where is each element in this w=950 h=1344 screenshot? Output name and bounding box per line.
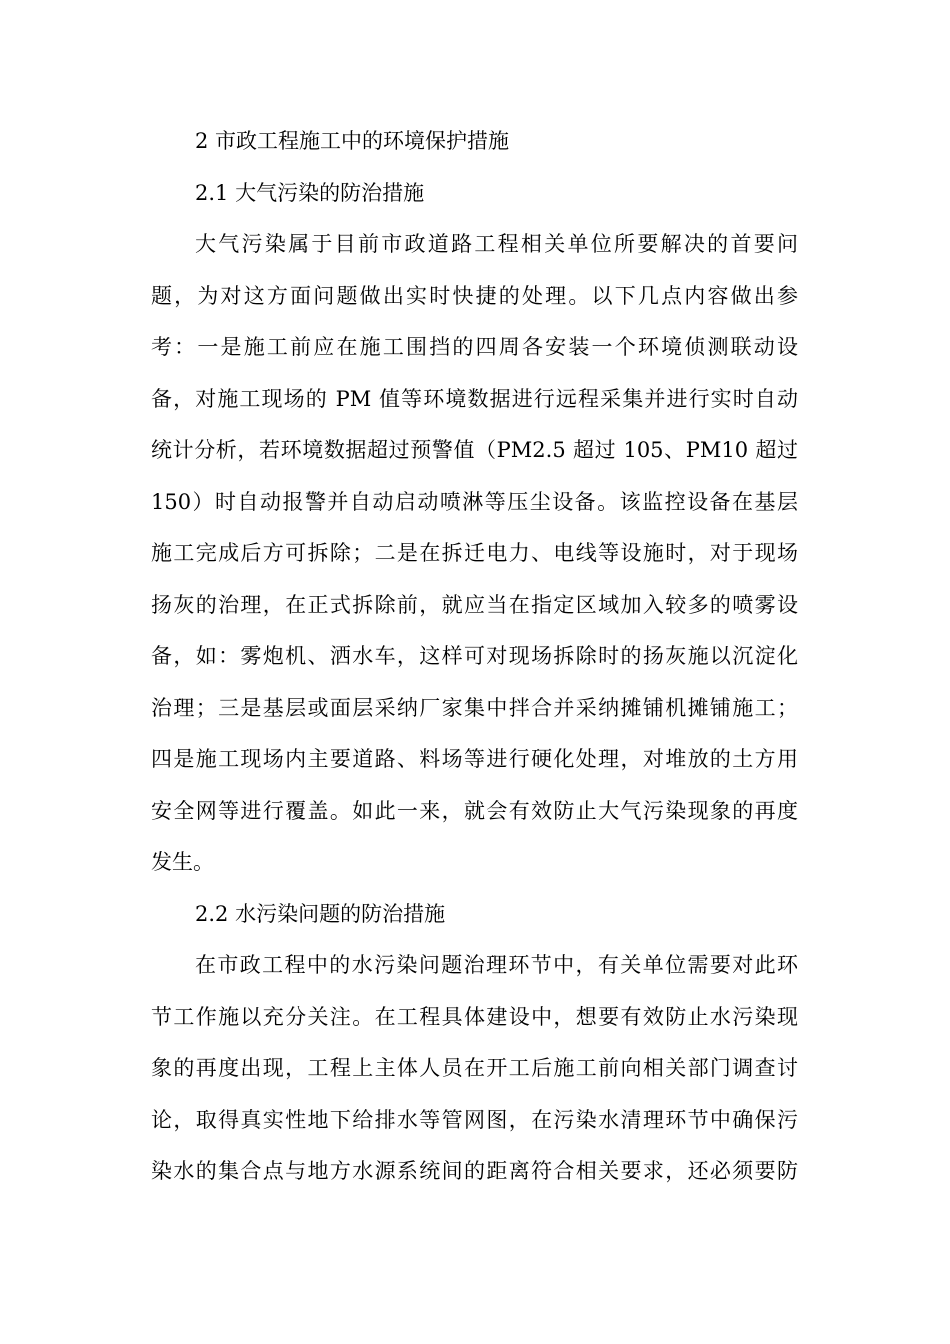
paragraph-air-pollution [151, 219, 798, 889]
section-heading-2: 2 市政工程施工中的环境保护措施 [195, 129, 510, 153]
paragraph-line: 治理；三是基层或面层采纳厂家集中拌合并采纳摊铺机摊铺施工； [151, 695, 798, 720]
subsection-heading-2-2: 2.2 水污染问题的防治措施 [195, 901, 446, 926]
paragraph-line: 150）时自动报警并自动启动喷淋等压尘设备。该监控设备在基层 [151, 489, 798, 514]
paragraph-line: 节工作施以充分关注。在工程具体建设中，想要有效防止水污染现 [151, 1004, 798, 1029]
paragraph-water-pollution [151, 940, 798, 1198]
paragraph-line: 题，为对这方面问题做出实时快捷的处理。以下几点内容做出参 [151, 283, 798, 308]
paragraph-line: 四是施工现场内主要道路、料场等进行硬化处理，对堆放的土方用 [151, 747, 798, 771]
paragraph-line: 备，对施工现场的 PM 值等环境数据进行远程采集并进行实时自动 [151, 386, 798, 411]
paragraph-line: 染水的集合点与地方水源系统间的距离符合相关要求，还必须要防 [151, 1159, 798, 1183]
subsection-heading-2-1: 2.1 大气污染的防治措施 [195, 180, 425, 205]
paragraph-line: 论，取得真实性地下给排水等管网图，在污染水清理环节中确保污 [151, 1107, 798, 1132]
document-body [151, 116, 798, 1198]
paragraph-line: 大气污染属于目前市政道路工程相关单位所要解决的首要问 [195, 232, 798, 256]
paragraph-line: 统计分析，若环境数据超过预警值（PM2.5 超过 105、PM10 超过 [151, 438, 798, 462]
paragraph-line: 施工完成后方可拆除；二是在拆迁电力、电线等设施时，对于现场 [151, 541, 798, 565]
paragraph-line: 安全网等进行覆盖。如此一来，就会有效防止大气污染现象的再度 [151, 798, 798, 823]
paragraph-line: 考：一是施工前应在施工围挡的四周各安装一个环境侦测联动设 [151, 335, 798, 359]
paragraph-line: 象的再度出现，工程上主体人员在开工后施工前向相关部门调查讨 [151, 1056, 798, 1080]
paragraph-line: 扬灰的治理，在正式拆除前，就应当在指定区域加入较多的喷雾设 [151, 592, 798, 617]
paragraph-line: 发生。 [151, 850, 214, 874]
paragraph-line: 在市政工程中的水污染问题治理环节中，有关单位需要对此环 [195, 953, 798, 977]
paragraph-line: 备，如：雾炮机、洒水车，这样可对现场拆除时的扬灰施以沉淀化 [151, 644, 798, 668]
